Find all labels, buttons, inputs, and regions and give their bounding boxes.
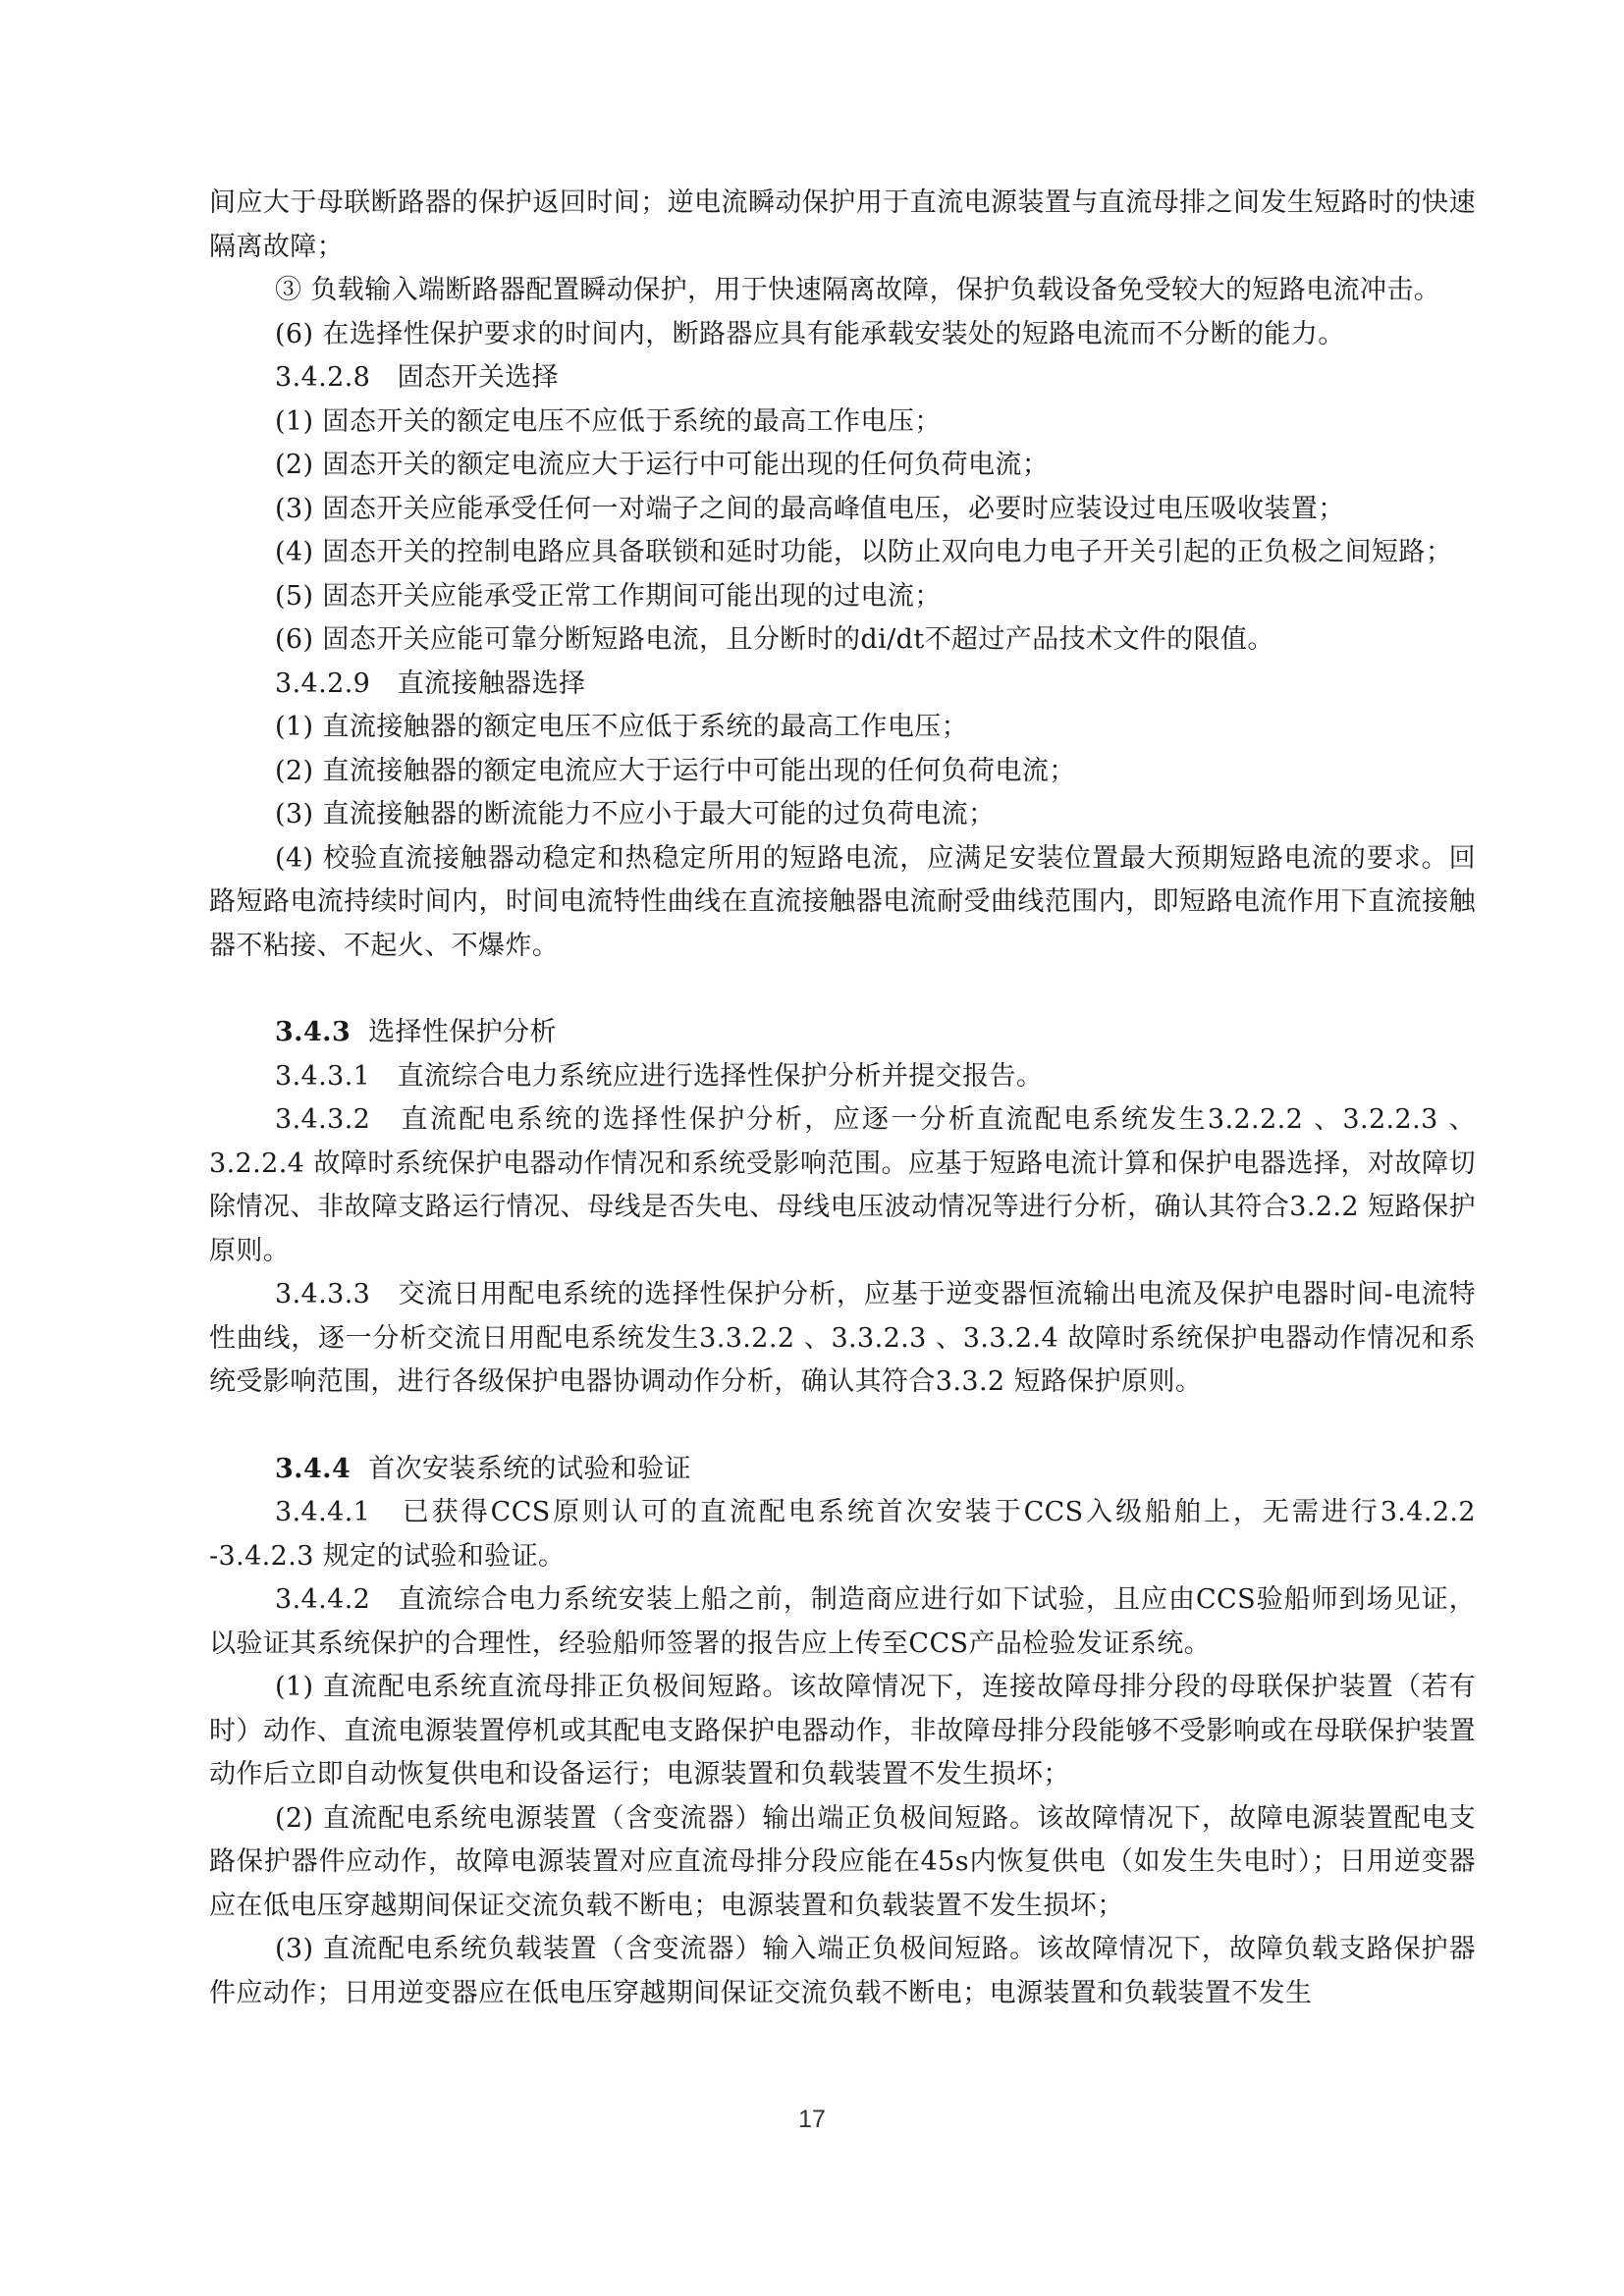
list-item: (1) 固态开关的额定电压不应低于系统的最高工作电压； <box>275 405 942 437</box>
paragraph: 3.4.3.1 直流综合电力系统应进行选择性保护分析并提交报告。 <box>275 1060 1044 1092</box>
section-title: 选择性保护分析 <box>368 1017 557 1047</box>
paragraph: ③ 负载输入端断路器配置瞬动保护，用于快速隔离故障，保护负载设备免受较大的短路电流冲击。 <box>275 275 1441 305</box>
clause-heading-3428: 3.4.2.8 固态开关选择 <box>275 362 560 393</box>
page-number: 17 <box>798 2106 826 2133</box>
clause-heading-3429: 3.4.2.9 直流接触器选择 <box>275 667 586 699</box>
section-heading-344 <box>209 1448 1476 1492</box>
spacer <box>209 1405 1476 1448</box>
list-item: (2) 直流配电系统电源装置（含变流器）输出端正负极间短路。该故障情况下，故障电源装置配电支路保护器件应动作，故障电源装置对应直流母排分段应能在45s内恢复供电（如发生失电时）；日用逆变器应在低电压穿越期间保证交流负载不断电；电源装置和负载装置不发生损坏； <box>209 1802 1476 1921</box>
spacer <box>209 968 1476 1011</box>
list-item: (1) 直流接触器的额定电压不应低于系统的最高工作电压； <box>275 712 969 742</box>
list-item: (3) 固态开关应能承受任何一对端子之间的最高峰值电压，必要时应装设过电压吸收装置； <box>275 493 1345 524</box>
paragraph: 3.4.3.3 交流日用配电系统的选择性保护分析，应基于逆变器恒流输出电流及保护电器时间-电流特性曲线，逐一分析交流日用配电系统发生3.3.2.2 、3.3.2.3 、3.3.2.4 故障时系统保护电器动作情况和系统受影响范围，进行各级保护电器协调动作分析，确认其符合3.3.2 短路保护原则。 <box>209 1279 1476 1397</box>
paragraph: (6) 在选择性保护要求的时间内，断路器应具有能承载安装处的短路电流而不分断的能力。 <box>275 318 1345 349</box>
list-item: (2) 直流接触器的额定电流应大于运行中可能出现的任何负荷电流； <box>275 755 1076 786</box>
document-body <box>209 182 1476 2015</box>
list-item: (3) 直流接触器的断流能力不应小于最大可能的过负荷电流； <box>275 799 996 829</box>
list-item: (4) 固态开关的控制电路应具备联锁和延时功能，以防止双向电力电子开关引起的正负极之间短路； <box>275 537 1453 567</box>
list-item: (6) 固态开关应能可靠分断短路电流，且分断时的di/dt不超过产品技术文件的限值。 <box>275 624 1274 655</box>
list-item: (4) 校验直流接触器动稳定和热稳定所用的短路电流，应满足安装位置最大预期短路电流的要求。回路短路电流持续时间内，时间电流特性曲线在直流接触器电流耐受曲线范围内，即短路电流作用下直流接触器不粘接、不起火、不爆炸。 <box>209 842 1476 961</box>
section-number: 3.4.4 <box>275 1453 352 1484</box>
list-item: (5) 固态开关应能承受正常工作期间可能出现的过电流； <box>275 580 942 612</box>
section-heading-343 <box>209 1011 1476 1055</box>
list-item: (2) 固态开关的额定电流应大于运行中可能出现的任何负荷电流； <box>275 450 1050 480</box>
list-item: (3) 直流配电系统负载装置（含变流器）输入端正负极间短路。该故障情况下，故障负载支路保护器件应动作；日用逆变器应在低电压穿越期间保证交流负载不断电；电源装置和负载装置不发生 <box>209 1934 1476 2008</box>
section-number: 3.4.3 <box>275 1017 352 1047</box>
paragraph: 3.4.4.2 直流综合电力系统安装上船之前，制造商应进行如下试验，且应由CCS验船师到场见证，以验证其系统保护的合理性，经验船师签署的报告应上传至CCS产品检验发证系统。 <box>209 1584 1476 1659</box>
section-title: 首次安装系统的试验和验证 <box>368 1453 691 1484</box>
paragraph: 间应大于母联断路器的保护返回时间；逆电流瞬动保护用于直流电源装置与直流母排之间发生短路时的快速隔离故障； <box>209 187 1476 262</box>
paragraph: 3.4.4.1 已获得CCS原则认可的直流配电系统首次安装于CCS入级船舶上，无需进行3.4.2.2 -3.4.2.3 规定的试验和验证。 <box>209 1497 1476 1572</box>
list-item: (1) 直流配电系统直流母排正负极间短路。该故障情况下，连接故障母排分段的母联保护装置（若有时）动作、直流电源装置停机或其配电支路保护电器动作，非故障母排分段能够不受影响或在母联保护装置动作后立即自动恢复供电和设备运行；电源装置和负载装置不发生损坏； <box>209 1672 1476 1789</box>
paragraph: 3.4.3.2 直流配电系统的选择性保护分析，应逐一分析直流配电系统发生3.2.2.2 、3.2.2.3 、3.2.2.4 故障时系统保护电器动作情况和系统受影响范围。应基于短路电流计算和保护电器选择，对故障切除情况、非故障支路运行情况、母线是否失电、母线电压波动情况等进行分析，确认其符合3.2.2 短路保护原则。 <box>209 1104 1476 1266</box>
